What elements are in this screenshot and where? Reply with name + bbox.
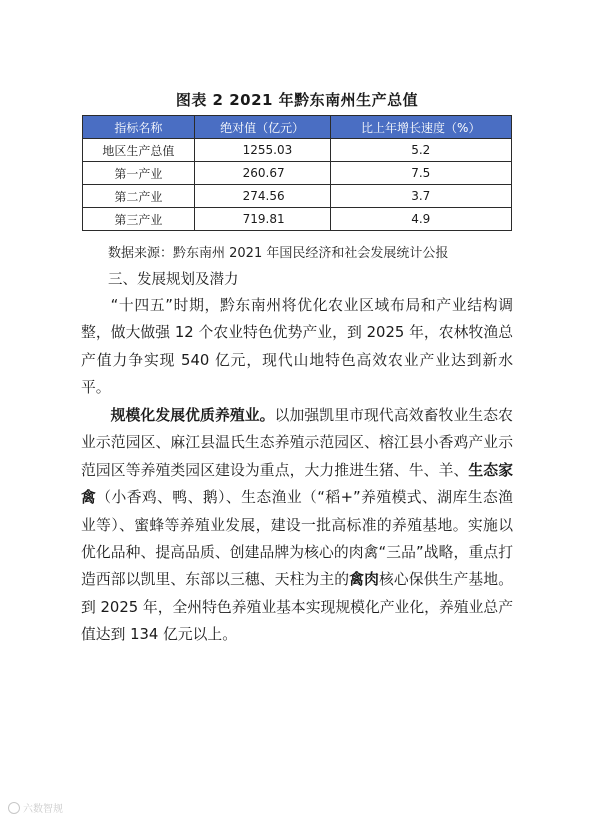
- table-row: [83, 208, 512, 231]
- row-indicator: 第三产业: [83, 208, 195, 231]
- paragraph-text-2: （小香鸡、鸭、鹅）、生态渔业（“稻+”养殖模式、湖库生态渔业等）、蜜蜂等养殖业发展，建设一批高标准的养殖基地。实施以优化品种、提高品质、创建品牌为核心的肉禽“三品”战略，重点打造西部以凯里、东部以三穗、天柱为主的: [81, 489, 513, 589]
- row-value: 1255.03: [194, 139, 330, 162]
- paragraph-text-3: 核心保供生产基地。到 2025 年，全州特色养殖业基本实现规模化产业化，养殖业总产值达到 134 亿元以上。: [81, 571, 513, 644]
- row-value: 274.56: [194, 185, 330, 208]
- paragraph-bold-meat: 禽肉: [349, 571, 379, 589]
- table-row: [83, 162, 512, 185]
- row-growth: 4.9: [330, 208, 512, 231]
- table-caption: 图表 2 2021 年黔东南州生产总值: [175, 91, 419, 109]
- paragraph-plan: “十四五”时期，黔东南州将优化农业区域布局和产业结构调整，做大做强 12 个农业特色优势产业，到 2025 年，农林牧渔总产值力争实现 540 亿元，现代山地特色高效农业产业达到新水平。: [81, 297, 513, 397]
- table-row: [83, 139, 512, 162]
- row-indicator: 第二产业: [83, 185, 195, 208]
- header-growth-rate: 比上年增长速度（%）: [330, 116, 512, 139]
- watermark: [8, 800, 63, 815]
- row-growth: 7.5: [330, 162, 512, 185]
- row-growth: 5.2: [330, 139, 512, 162]
- paragraph-lead: 规模化发展优质养殖业。: [110, 407, 275, 424]
- header-indicator: 指标名称: [83, 116, 195, 139]
- paragraph-text-1: 以加强凯里市现代高效畜牧业生态农业示范园区、麻江县温氏生态养殖示范园区、榕江县小香鸡产业示范园区等养殖类园区建设为重点，大力推进生猪、牛、羊、: [81, 407, 513, 479]
- data-source-note: 数据来源：黔东南州 2021 年国民经济和社会发展统计公报: [108, 246, 449, 261]
- row-indicator: 第一产业: [83, 162, 195, 185]
- section-heading: 三、发展规划及潜力: [108, 272, 239, 288]
- table-header-row: [83, 116, 512, 139]
- table-row: [83, 185, 512, 208]
- header-absolute-value: 绝对值（亿元）: [194, 116, 330, 139]
- watermark-text: 六数智规: [23, 804, 63, 815]
- row-indicator: 地区生产总值: [83, 139, 195, 162]
- row-value: 719.81: [194, 208, 330, 231]
- gdp-table: [82, 115, 512, 231]
- watermark-logo-icon: [8, 802, 20, 814]
- paragraph-bold-poultry: 生态家禽: [81, 461, 513, 507]
- row-growth: 3.7: [330, 185, 512, 208]
- paragraph-breeding: [81, 402, 513, 649]
- row-value: 260.67: [194, 162, 330, 185]
